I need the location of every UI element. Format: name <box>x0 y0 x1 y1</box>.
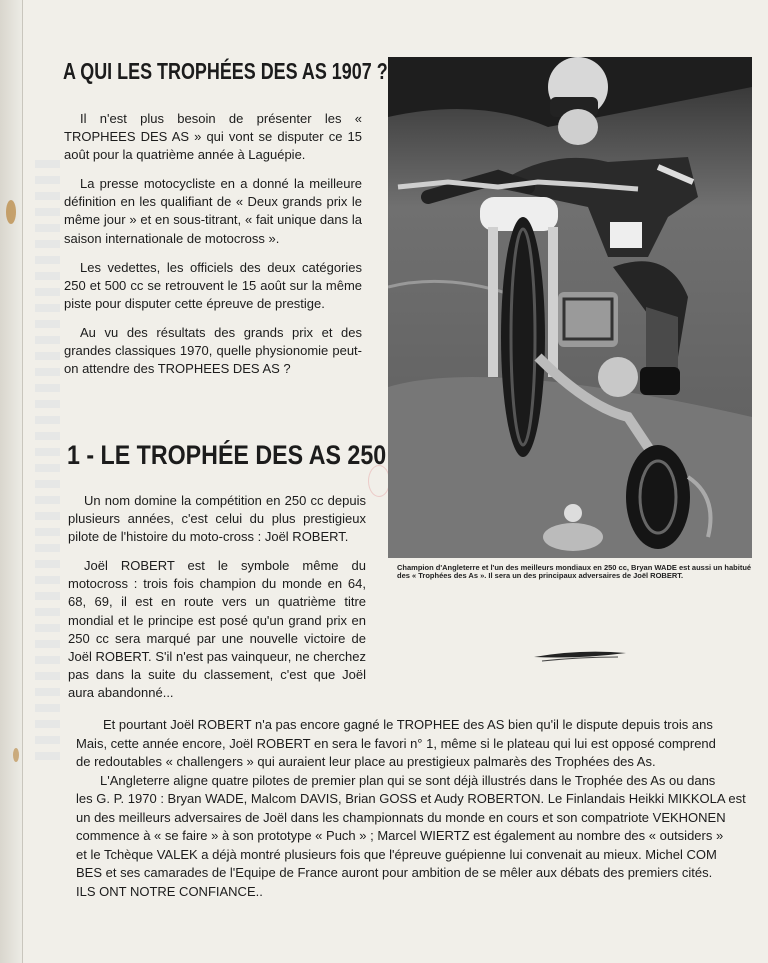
bleed-through <box>35 160 60 760</box>
text-line: Mais, cette année encore, Joël ROBERT en sera le favori n° 1, même si le plateau qui lui est opposé comprend <box>76 735 716 751</box>
text-line: commence à « se faire » à son prototype « Puch » ; Marcel WIERTZ est également au nombre des « outsiders » <box>76 828 724 843</box>
section-title-text: 1 - LE TROPHÉE DES AS 250 <box>67 440 387 470</box>
faint-mark <box>368 465 390 497</box>
text-line: L'Angleterre aligne quatre pilotes de premier plan qui se sont déjà illustrés dans le Trophée des As ou dans <box>100 772 716 788</box>
text-line: Et pourtant Joël ROBERT n'a pas encore gagné le TROPHEE des AS bien qu'il le dispute depuis trois ans <box>103 717 713 732</box>
photo-caption: Champion d'Angleterre et l'un des meilleurs mondiaux en 250 cc, Bryan WADE est aussi un habitué des « Trophées des As ». Il sera un des principaux adversaires de Joël ROBERT. <box>397 563 752 581</box>
intro-paragraph: Les vedettes, les officiels des deux catégories 250 et 500 cc se retrouvent le 15 août sur la même piste pour disputer cette épreuve de prestige. <box>64 259 362 311</box>
text-line: les G. P. 1970 : Bryan WADE, Malcom DAVIS, Brian GOSS et Audy ROBERTON. Le Finlandais Heikki MIKKOLA est <box>76 791 746 806</box>
paper-stain <box>13 748 19 762</box>
section-column <box>68 492 366 713</box>
text-line: de redoutables « challengers » qui auraient leur place au prestigieux palmarès des Trophées des As. <box>76 754 656 769</box>
text-line: et le Tchèque VALEK a déjà montré plusieurs fois que l'épreuve guépienne lui convenait au mieux. Michel COM <box>76 846 717 862</box>
intro-paragraph: Il n'est plus besoin de présenter les « TROPHEES DES AS » qui vont se disputer ce 15 août pour la quatrième année à Laguépie. <box>64 111 362 163</box>
intro-paragraph: La presse motocycliste en a donné la meilleure définition en les qualifiant de « Deux grands prix le même jour » et en sous-titrant, « fait unique dans la saison internationale de motocross ». <box>64 176 362 246</box>
intro-column <box>64 110 362 389</box>
text-line: un des meilleurs adversaires de Joël dans les championnats du monde en cours et son compatriote VEKHONEN <box>76 809 726 825</box>
text-line: BES et ses camarades de l'Equipe de France auront pour ambition de se mêler aux débats des premiers cités. <box>76 865 713 880</box>
article-title: A QUI LES TROPHÉES DES AS 1907 ? <box>63 58 388 84</box>
motocross-photo <box>388 57 752 558</box>
text-line: ILS ONT NOTRE CONFIANCE.. <box>76 883 263 899</box>
section-title <box>67 440 411 471</box>
paper-stain <box>6 200 16 224</box>
section-divider <box>532 645 628 667</box>
section-paragraph: Un nom domine la compétition en 250 cc depuis plusieurs années, c'est celui du plus prestigieux pilote de l'histoire du moto-cross : Joël ROBERT. <box>68 493 366 545</box>
motocross-rider-image <box>388 57 752 558</box>
wide-text-block <box>76 716 768 901</box>
page-binding-line <box>22 0 23 963</box>
intro-paragraph: Au vu des résultats des grands prix et des grandes classiques 1970, quelle physionomie peut-on attendre des TROPHEES DES AS ? <box>64 324 362 377</box>
page-edge <box>0 0 22 963</box>
section-paragraph: Joël ROBERT est le symbole même du motocross : trois fois champion du monde en 64, 68, 69, il est en route vers un quatrième titre mondial et le principe est posé qu'un grand prix en 250 cc sera marqué par une nouvelle victoire de Joël ROBERT. S'il n'est pas vainqueur, ne cherchez pas dans la suite du classement, c'est que Joël aura abandonné... <box>68 558 366 700</box>
